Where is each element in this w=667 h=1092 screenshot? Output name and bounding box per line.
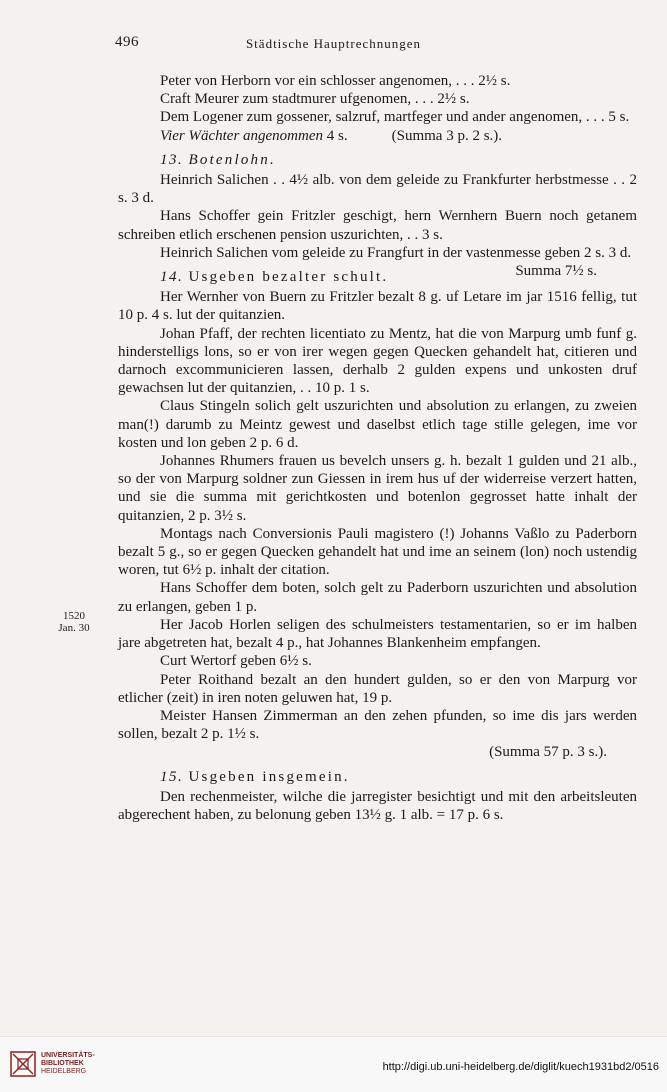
paragraph: Heinrich Salichen . . 4½ alb. von dem geleide zu Frankfurter herbstmesse . . 2 s. 3 d. [118, 172, 637, 207]
paragraph: Claus Stingeln solich gelt uszurichten und absolution zu erlangen, zu zweien man(!) darumb zu Meintz gewest und daselbst etlich tage stille gelegen, ime vor kosten und lon geben 2 p. 6 d. [118, 398, 637, 451]
paragraph: Dem Logener zum gossener, salzruf, martfeger und ander angenomen, . . . 5 s. [160, 109, 630, 126]
library-logo-icon [10, 1051, 36, 1077]
section-title: Usgeben bezalter schult. [188, 269, 389, 286]
page-header [0, 34, 667, 54]
section-heading [160, 768, 637, 786]
section-number: 15. [160, 768, 184, 785]
page-footer [0, 1036, 667, 1092]
paragraph: Montags nach Conversionis Pauli magistero (!) Johanns Vaßlo zu Paderborn bezalt 5 g., so er gegen Quecken gehandelt hat und ime an seinem (lon) noch ustendig woren, tut 6½ p. inhalt der citation. [118, 525, 637, 579]
paragraph: Johan Pfaff, der rechten licentiato zu Mentz, hat die von Marpurg umb funf g. hinderstelligs lons, so er von irer wegen gegen Quecken gehandelt hat, citieren und darnoch excommunicieren lassen, derhalb 2 gulden expens und unkosten druf gewachsen lut der quitanzien, . . 10 p. 1 s. [118, 325, 637, 397]
text-body [118, 72, 637, 824]
paragraph: Meister Hansen Zimmerman an den zehen pfunden, so ime dis jars werden sollen, bezalt 2 p. 1½ s. [118, 707, 637, 743]
paragraph [118, 743, 637, 761]
summa: (Summa 57 p. 3 s.). [489, 744, 607, 761]
section-title: Botenlohn. [188, 151, 276, 168]
paragraph: Hans Schoffer gein Fritzler geschigt, hern Wernhern Buern noch getanem schreiben etlich erschenen pension uszurichten, . . 3 s. [118, 208, 637, 243]
margin-year: 1520 [63, 610, 85, 622]
paragraph: Her Jacob Horlen seligen des schulmeisters testamentarien, so er im halben jare abgetreten hat, bezalt 4 p., hat Johannes Blankenheim empfangen. [118, 616, 637, 652]
italic-phrase: Vier Wächter angenommen [160, 127, 324, 144]
paragraph [118, 127, 637, 145]
section-heading [160, 151, 637, 169]
library-name-line: BIBLIOTHEK [41, 1060, 84, 1067]
paragraph: Craft Meurer zum stadtmurer ufgenomen, . . . 2½ s. [160, 91, 470, 108]
library-name-line: UNIVERSITÄTS- [41, 1052, 95, 1059]
section-number: 13. [160, 151, 184, 168]
paragraph-text: Heinrich Salichen vom geleide zu Frangfurt in der vastenmesse geben 2 s. 3 d. [160, 244, 632, 261]
margin-note [44, 610, 104, 634]
paragraph: Her Wernher von Buern zu Fritzler bezalt 8 g. uf Letare im jar 1516 fellig, tut 10 p. 4 s. lut der quitanzien. [118, 289, 637, 324]
paragraph: Den rechenmeister, wilche die jarregister besichtigt und mit den arbeitsleuten abgerechent haben, zu belonung geben 13½ g. 1 alb. = 17 p. 6 s. [118, 788, 637, 823]
amount: 4 s. [323, 127, 348, 144]
page-number: 496 [115, 34, 139, 50]
source-url-link[interactable]: http://digi.ub.uni-heidelberg.de/diglit/kuech1931bd2/0516 [382, 1061, 659, 1073]
paragraph: Johannes Rhumers frauen us bevelch unsers g. h. bezalt 1 gulden und 21 alb., so der von Marpurg soldner zun Giessen in irem hus uf der widerreise verzert hatten, und sie die summa mit gerichtkosten und botenlon gegrosset hatte inhalt der quitanzien, 2 p. 3½ s. [118, 453, 637, 524]
paragraph: Peter Roithand bezalt an den hundert gulden, so er den von Marpurg vor etlicher (zeit) in iren noten geluwen hat, 19 p. [118, 671, 637, 706]
summa: Summa 7½ s. [515, 263, 597, 280]
margin-date: Jan. 30 [58, 622, 90, 634]
paragraph: Peter von Herborn vor ein schlosser angenomen, . . . 2½ s. [160, 73, 511, 89]
library-name [41, 1052, 95, 1076]
section-title: Usgeben insgemein. [188, 768, 350, 785]
running-head: Städtische Hauptrechnungen [245, 36, 422, 51]
section-number: 14. [160, 269, 184, 286]
summa: (Summa 3 p. 2 s.). [391, 127, 503, 144]
paragraph: Curt Wertorf geben 6½ s. [160, 653, 312, 670]
paragraph: Hans Schoffer dem boten, solch gelt zu Paderborn uszurichten und absolution zu erlangen, geben 1 p. [118, 580, 637, 615]
library-name-line: HEIDELBERG [41, 1068, 87, 1075]
